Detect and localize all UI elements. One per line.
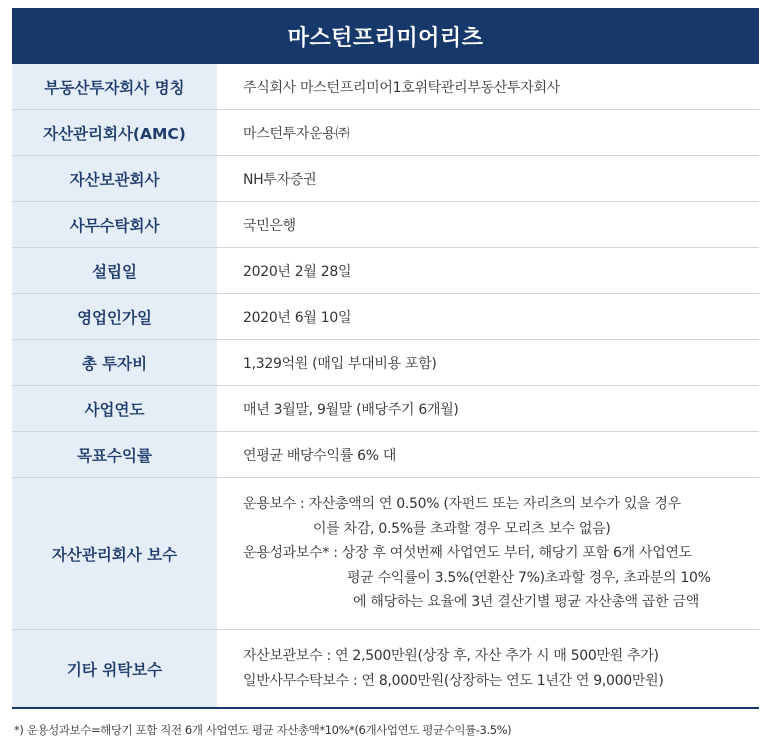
amc-fee-details xyxy=(217,478,759,630)
row-label: 부동산투자회사 명칭 xyxy=(12,64,217,110)
fee-line: 운용성과보수* : 상장 후 여섯번째 사업연도 부터, 해당기 포함 6개 사업연도 xyxy=(243,545,692,562)
table-row xyxy=(12,64,759,110)
row-value: 연평균 배당수익률 6% 대 xyxy=(217,432,759,478)
table-row xyxy=(12,202,759,248)
table-row xyxy=(12,156,759,202)
footnote: *) 운용성과보수=해당기 포함 직전 6개 사업연도 평균 자산총액*10%*(6개사업연도 평균수익률-3.5%) xyxy=(14,723,512,737)
row-value: NH투자증권 xyxy=(217,156,759,202)
row-label: 목표수익률 xyxy=(12,432,217,478)
table-row xyxy=(12,110,759,156)
row-value: 2020년 6월 10일 xyxy=(217,294,759,340)
row-label: 자산관리회사(AMC) xyxy=(12,110,217,156)
panel-title: 마스턴프리미어리츠 xyxy=(12,8,759,64)
fee-line: 자산보관보수 : 연 2,500만원(상장 후, 자산 추가 시 매 500만원 추가) xyxy=(243,648,659,664)
fee-line: 운용보수 : 자산총액의 연 0.50% (자펀드 또는 자리츠의 보수가 있을 경우 xyxy=(243,496,681,513)
table-row xyxy=(12,294,759,340)
row-label: 사업연도 xyxy=(12,386,217,432)
row-value: 주식회사 마스턴프리미어1호위탁관리부동산투자회사 xyxy=(217,64,759,110)
row-label: 총 투자비 xyxy=(12,340,217,386)
fee-line: 이를 차감, 0.5%를 초과할 경우 모리츠 보수 없음) xyxy=(313,520,611,537)
row-value: 국민은행 xyxy=(217,202,759,248)
row-label: 영업인가일 xyxy=(12,294,217,340)
row-label: 자산보관회사 xyxy=(12,156,217,202)
row-label: 기타 위탁보수 xyxy=(12,630,217,709)
reit-info-panel xyxy=(12,8,759,709)
row-label: 설립일 xyxy=(12,248,217,294)
row-label: 사무수탁회사 xyxy=(12,202,217,248)
table-row-trust-fee xyxy=(12,630,759,709)
row-value: 2020년 2월 28일 xyxy=(217,248,759,294)
table-row xyxy=(12,340,759,386)
row-value: 매년 3월말, 9월말 (배당주기 6개월) xyxy=(217,386,759,432)
table-row-amc-fee xyxy=(12,478,759,630)
table-row xyxy=(12,386,759,432)
trust-fee-details xyxy=(217,630,759,709)
table-row xyxy=(12,432,759,478)
row-value: 1,329억원 (매입 부대비용 포함) xyxy=(217,340,759,386)
table-row xyxy=(12,248,759,294)
fee-line: 평균 수익률이 3.5%(연환산 7%)초과할 경우, 초과분의 10% xyxy=(347,569,711,586)
fee-line: 에 해당하는 요율에 3년 결산기별 평균 자산총액 곱한 금액 xyxy=(353,594,699,611)
reit-info-table xyxy=(12,64,759,709)
row-value: 마스턴투자운용㈜ xyxy=(217,110,759,156)
fee-line: 일반사무수탁보수 : 연 8,000만원(상장하는 연도 1년간 연 9,000만원) xyxy=(243,672,664,689)
row-label: 자산관리회사 보수 xyxy=(12,478,217,630)
